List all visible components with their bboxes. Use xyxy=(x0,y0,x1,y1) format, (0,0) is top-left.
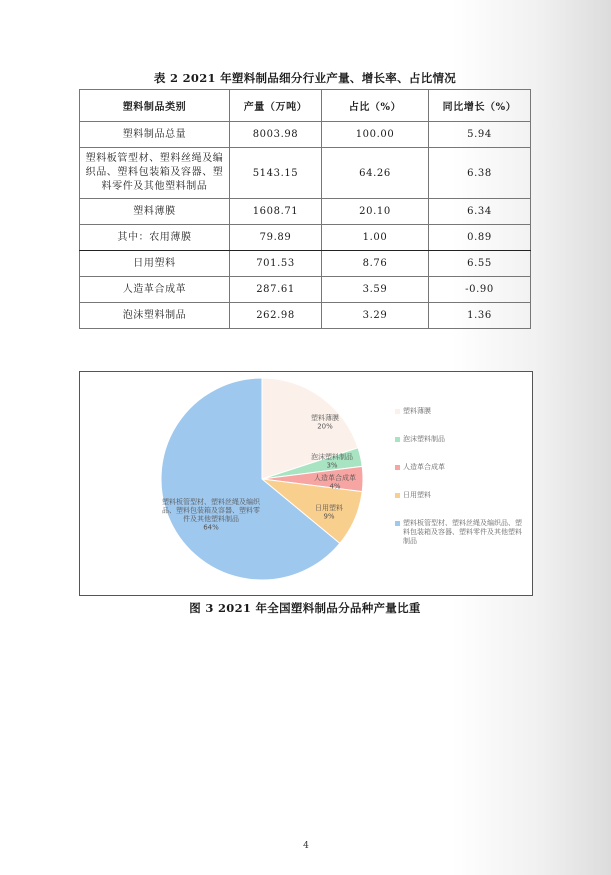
cell-growth: 5.94 xyxy=(429,122,531,148)
cell-output: 8003.98 xyxy=(230,122,322,148)
header-output: 产量（万吨） xyxy=(230,90,322,122)
cell-share: 1.00 xyxy=(322,225,429,251)
cell-output: 1608.71 xyxy=(230,199,322,225)
legend-item-daily xyxy=(395,491,431,500)
cell-output: 262.98 xyxy=(230,303,322,329)
cell-output: 5143.15 xyxy=(230,148,322,199)
cell-growth: 6.55 xyxy=(429,251,531,277)
legend-swatch xyxy=(395,409,400,414)
header-growth: 同比增长（%） xyxy=(429,90,531,122)
cell-category: 塑料薄膜 xyxy=(80,199,230,225)
table-row xyxy=(80,303,531,329)
cell-share: 64.26 xyxy=(322,148,429,199)
figure-caption: 图 3 2021 年全国塑料制品分品种产量比重 xyxy=(189,601,421,615)
table-header-row xyxy=(80,90,531,122)
header-category: 塑料制品类别 xyxy=(80,90,230,122)
legend-label: 泡沫塑料制品 xyxy=(403,435,445,443)
cell-category: 塑料制品总量 xyxy=(80,122,230,148)
cell-output: 287.61 xyxy=(230,277,322,303)
legend-swatch xyxy=(395,465,400,470)
cell-category: 塑料板管型材、塑料丝绳及编织品、塑料包装箱及容器、塑料零件及其他塑料制品 xyxy=(80,148,230,199)
cell-share: 8.76 xyxy=(322,251,429,277)
legend-item-other xyxy=(395,519,527,546)
table-row xyxy=(80,122,531,148)
slice-label-leather: 人造革合成革 4% xyxy=(314,474,356,491)
legend-item-plastic-film xyxy=(395,407,431,416)
table-row xyxy=(80,251,531,277)
legend-swatch xyxy=(395,493,400,498)
cell-growth: 0.89 xyxy=(429,225,531,251)
legend-label: 塑料板管型材、塑料丝绳及编织品、塑料包装箱及容器、塑料零件及其他塑料制品 xyxy=(403,519,522,545)
pie-chart xyxy=(80,372,532,595)
cell-growth: 6.38 xyxy=(429,148,531,199)
cell-output: 701.53 xyxy=(230,251,322,277)
table-row xyxy=(80,199,531,225)
cell-share: 20.10 xyxy=(322,199,429,225)
cell-category: 人造革合成革 xyxy=(80,277,230,303)
legend-label: 塑料薄膜 xyxy=(403,407,431,415)
table-row xyxy=(80,225,531,251)
slice-label-foam: 泡沫塑料制品 3% xyxy=(311,453,353,470)
cell-share: 3.29 xyxy=(322,303,429,329)
production-table xyxy=(79,89,531,329)
cell-share: 3.59 xyxy=(322,277,429,303)
legend-swatch xyxy=(395,437,400,442)
header-share: 占比（%） xyxy=(322,90,429,122)
cell-category: 日用塑料 xyxy=(80,251,230,277)
legend-swatch xyxy=(395,521,400,526)
legend-item-leather xyxy=(395,463,445,472)
slice-label-plastic-film: 塑料薄膜 20% xyxy=(311,414,339,431)
cell-growth: 6.34 xyxy=(429,199,531,225)
slice-label-other: 塑料板管型材、塑料丝绳及编织品、塑料包装箱及容器、塑料零件及其他塑料制品 64% xyxy=(162,498,260,532)
cell-share: 100.00 xyxy=(322,122,429,148)
table-row xyxy=(80,277,531,303)
cell-category: 其中：农用薄膜 xyxy=(80,225,230,251)
cell-growth: -0.90 xyxy=(429,277,531,303)
pie-chart-figure xyxy=(79,371,533,596)
legend-label: 人造革合成革 xyxy=(403,463,445,471)
cell-category: 泡沫塑料制品 xyxy=(80,303,230,329)
table-row xyxy=(80,148,531,199)
cell-output: 79.89 xyxy=(230,225,322,251)
legend-label: 日用塑料 xyxy=(403,491,431,499)
page-number: 4 xyxy=(303,841,309,851)
table-caption: 表 2 2021 年塑料制品细分行业产量、增长率、占比情况 xyxy=(153,71,457,85)
slice-label-daily: 日用塑料 9% xyxy=(315,504,343,521)
cell-growth: 1.36 xyxy=(429,303,531,329)
legend-item-foam xyxy=(395,435,445,444)
